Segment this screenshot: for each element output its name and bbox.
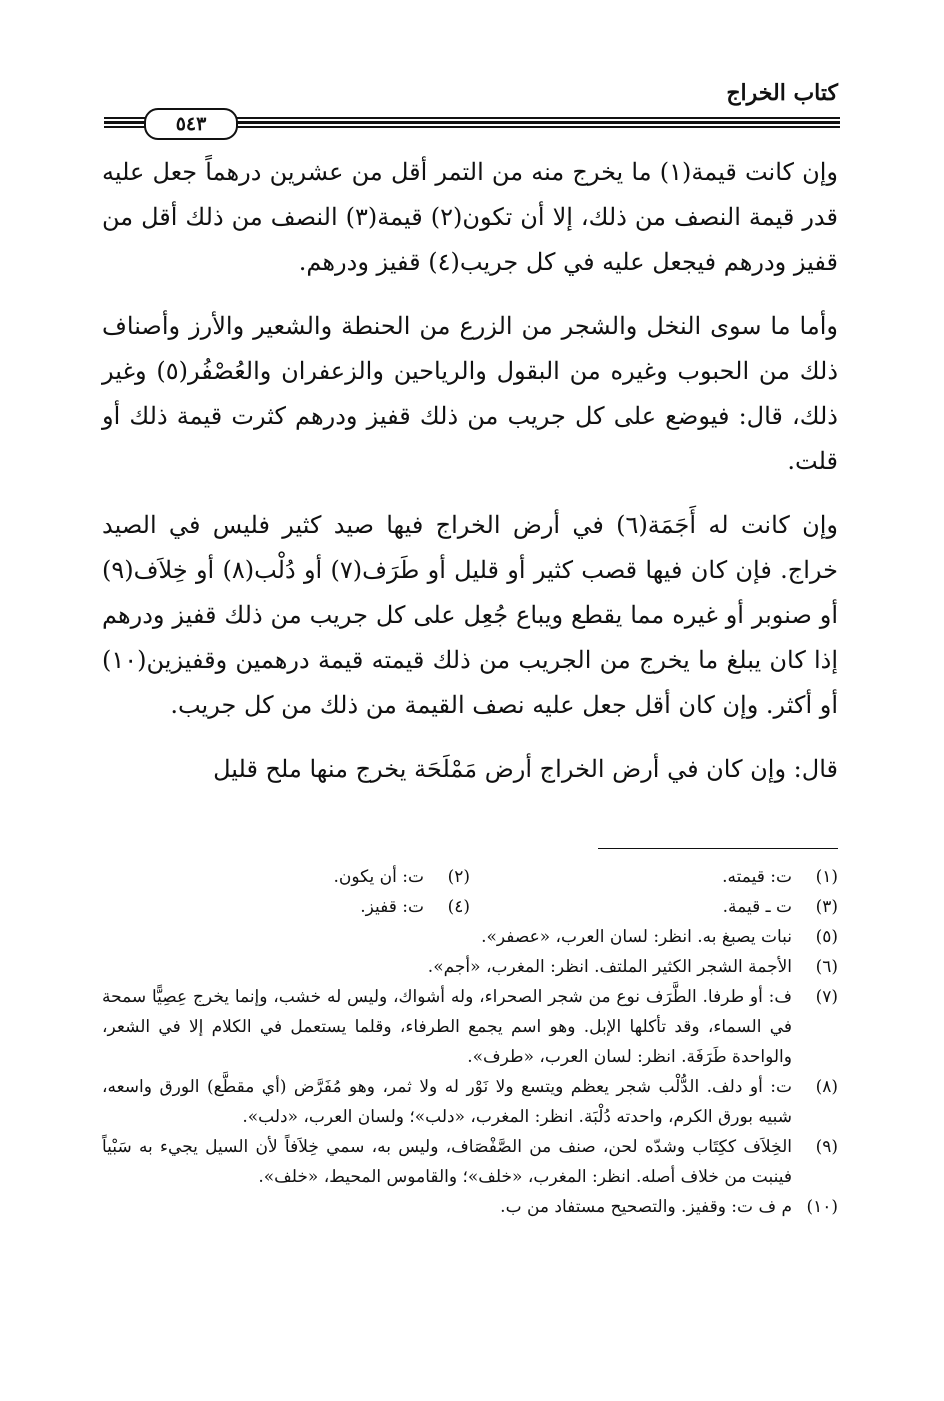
- footnote-number: (٨): [815, 1077, 838, 1097]
- footnote-text: ت: قيمته.: [722, 867, 792, 887]
- footnote-text: ف: أو طرفا. الطَّرَف نوع من شجر الصحراء، وله أشواك، وليس له خشب، وإنما يخرج عِصِيًّا سمحة في السماء، وقد تأكلها الإبل. وهو اسم يجمع الطرفاء، وقلما يستعمل في الكلام إلا في الشعر، والواحدة طَرَفَة. انظر: لسان العرب، «طرف».: [102, 987, 792, 1067]
- footnote-number: (٦): [815, 957, 838, 977]
- footnote-text: ت: أو دلف. الدُّلْب شجر يعظم ويتسع ولا نَوْر له ولا ثمر، وهو مُفَرَّض (أي مقطَّع) الورق واسعه، شبيه بورق الكرم، واحدته دُلْبَة. انظر: المغرب، «دلب»؛ ولسان العرب، «دلب».: [102, 1077, 792, 1127]
- footnote-row: [102, 862, 838, 892]
- footnote-5: [102, 922, 838, 952]
- paragraph-1: وإن كانت قيمة(١) ما يخرج منه من التمر أقل من عشرين درهماً جعل عليه قدر قيمة النصف من ذلك، إلا أن تكون(٢) قيمة(٣) النصف من ذلك أقل من قفيز ودرهم فيجعل عليه في كل جريب(٤) قفيز ودرهم.: [102, 158, 839, 276]
- footnote-7: [102, 982, 838, 1072]
- footnote-1: [470, 862, 838, 892]
- footnote-4: [102, 892, 470, 922]
- footnote-separator: [598, 848, 838, 849]
- paragraph-4: قال: وإن كان في أرض الخراج أرض مَمْلَحَة يخرج منها ملح قليل: [213, 755, 838, 783]
- footnote-number: (٤): [447, 897, 470, 917]
- page-number: ٥٤٣: [144, 108, 238, 140]
- footnote-text: ت: قفيز.: [360, 897, 424, 917]
- footnotes: [102, 862, 838, 1222]
- footnote-number: (٢): [447, 867, 470, 887]
- footnote-2: [102, 862, 470, 892]
- footnote-text: الأجمة الشجر الكثير الملتف. انظر: المغرب، «أجم».: [427, 957, 792, 977]
- footnote-number: (١٠): [806, 1197, 838, 1217]
- header-rule: [104, 112, 840, 134]
- footnote-text: ت: أن يكون.: [333, 867, 424, 887]
- footnote-9: [102, 1132, 838, 1192]
- footnote-number: (٣): [815, 897, 838, 917]
- paragraph-2: وأما ما سوى النخل والشجر من الزرع من الحنطة والشعير والأرز وأصناف ذلك من الحبوب وغيره من البقول والرياحين والزعفران والعُصْفُر(٥) وغير ذلك، قال: فيوضع على كل جريب من ذلك قفيز ودرهم كثرت قيمة ذلك أو قلت.: [102, 312, 839, 475]
- footnote-number: (٥): [815, 927, 838, 947]
- footnote-number: (٩): [815, 1137, 838, 1157]
- footnote-text: الخِلاَف ككِتَاب وشدّه لحن، صنف من الصَّفْصَاف، وليس به، سمي خِلاَفاً لأن السيل يجيء به سَبْياً فينبت من خلاف أصله. انظر: المغرب، «خلف»؛ والقاموس المحيط، «خلف».: [102, 1137, 792, 1187]
- footnote-10: [102, 1192, 838, 1222]
- paragraph-3: وإن كانت له أَجَمَة(٦) في أرض الخراج فيها صيد كثير فليس في الصيد خراج. فإن كان فيها قصب كثير أو قليل أو طَرَف(٧) أو دُلْب(٨) أو خِلاَف(٩) أو صنوبر أو غيره مما يقطع ويباع جُعِل على كل جريب من ذلك قفيز ودرهم إذا كان يبلغ ما يخرج من الجريب من ذلك قيمته قيمة درهمين وقفيزين(١٠) أو أكثر. وإن كان أقل جعل عليه نصف القيمة من ذلك من كل جريب.: [102, 511, 838, 719]
- footnote-text: ت ـ قيمة.: [722, 897, 792, 917]
- footnote-6: [102, 952, 838, 982]
- footnote-text: م ف ت: وقفيز. والتصحيح مستفاد من ب.: [500, 1197, 792, 1217]
- footnote-text: نبات يصبغ به. انظر: لسان العرب، «عصفر».: [481, 927, 792, 947]
- footnote-8: [102, 1072, 838, 1132]
- footnote-number: (١): [815, 867, 838, 887]
- main-text: [102, 150, 838, 792]
- running-header-title: كتاب الخراج: [726, 80, 838, 106]
- footnote-3: [470, 892, 838, 922]
- footnote-number: (٧): [815, 987, 838, 1007]
- footnote-row: [102, 892, 838, 922]
